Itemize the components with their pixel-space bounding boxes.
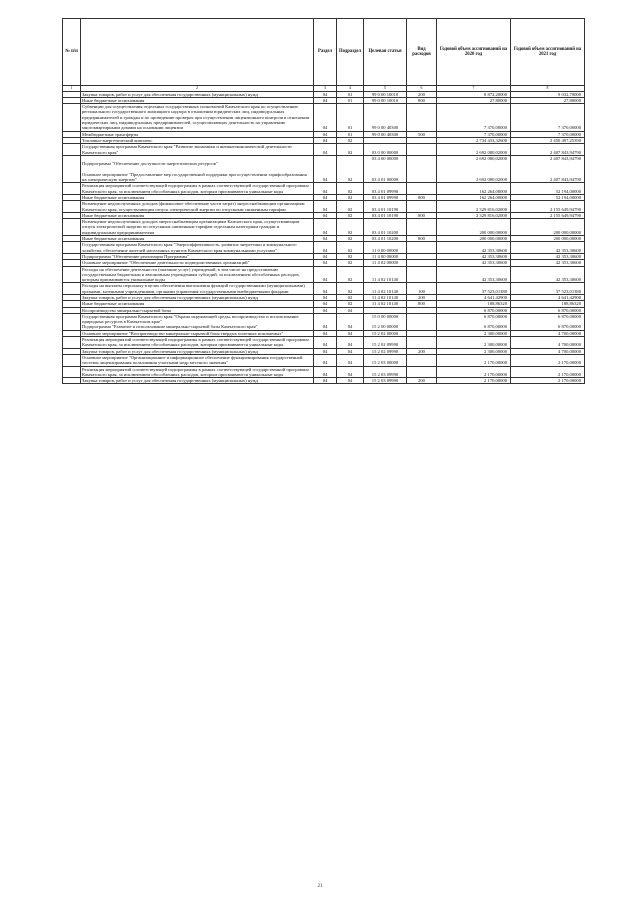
podrazdel-cell: 04 xyxy=(337,337,364,349)
expense-type-cell: 800 xyxy=(407,97,437,103)
amount-2020-cell: 2 300,00000 xyxy=(437,337,511,349)
razdel-cell: 04 xyxy=(314,301,337,307)
row-number-cell xyxy=(63,201,81,213)
razdel-cell: 04 xyxy=(314,266,337,283)
expense-name-cell: Возмещение недополученных доходов (финансовое обеспечение части затрат) энергоснабжающим организациям Камчатского края, осуществляющим отпуск электрической энергии по отпускным сниженным тарифам xyxy=(81,201,314,213)
amount-2021-cell: 2 155 649,94790 xyxy=(511,201,585,213)
razdel-cell: 04 xyxy=(314,236,337,242)
expense-name-cell: Закупка товаров, работ и услуг для обеспечения государственных (муниципальных) нужд xyxy=(81,348,314,354)
table-row xyxy=(63,354,585,366)
amount-2020-cell: 188,86320 xyxy=(437,301,511,307)
row-number-cell xyxy=(63,313,81,330)
podrazdel-cell: 01 xyxy=(337,97,364,103)
table-row xyxy=(63,283,585,295)
target-item-cell: 03 4 01 10190 xyxy=(364,201,407,213)
expense-name-cell: Реализация мероприятий соответствующей подпрограммы в рамках соответствующей государственной программы Камчатского края, за исключением обособленных расходов, которым присваиваются уникальные коды xyxy=(81,366,314,378)
expense-name-cell: Воспроизводство минерально-сырьевой базы xyxy=(81,307,314,313)
expense-type-cell: 200 xyxy=(407,91,437,97)
amount-2021-cell: 42 353,30600 xyxy=(511,260,585,266)
podrazdel-cell: 04 xyxy=(337,348,364,354)
podrazdel-cell: 02 xyxy=(337,219,364,236)
table-header-row xyxy=(63,19,585,86)
amount-2020-cell: 2 692 080,02000 2 692 080,02000 xyxy=(437,155,511,182)
target-item-cell: 11 0 00 00000 xyxy=(364,242,407,254)
column-number: 2 xyxy=(81,86,314,92)
expense-name-cell: Основное мероприятие "Обеспечение деятельности подведомственных организаций" xyxy=(81,260,314,266)
column-number: 6 xyxy=(407,86,437,92)
target-item-cell: 15 2 02 09990 xyxy=(364,337,407,349)
expense-name-cell: Расходы на выплаты персоналу в целях обеспечения выполнения функций государственными (муниципальными) органами, казенными учреждениями, органами управления государственными внебюджетными фондами xyxy=(81,283,314,295)
razdel-cell: 04 xyxy=(314,354,337,366)
table-row xyxy=(63,378,585,384)
amount-2020-cell: 7 370,00000 xyxy=(437,104,511,131)
amount-2020-cell: 4 641,42900 xyxy=(437,294,511,300)
amount-2021-cell: 52 194,00000 xyxy=(511,194,585,200)
amount-2020-cell: 200 000,00000 xyxy=(437,219,511,236)
target-item-cell: 11 4 02 10140 xyxy=(364,283,407,295)
table-row xyxy=(63,201,585,213)
expense-type-cell: 800 xyxy=(407,194,437,200)
podrazdel-cell: 02 xyxy=(337,301,364,307)
table-body xyxy=(63,91,585,384)
amount-2021-cell: 188,86320 xyxy=(511,301,585,307)
target-item-cell: 03 4 01 09990 xyxy=(364,194,407,200)
target-item-cell: 03 4 01 10200 xyxy=(364,236,407,242)
table-row xyxy=(63,366,585,378)
row-number-cell xyxy=(63,354,81,366)
amount-2021-cell: 4 700,00000 xyxy=(511,348,585,354)
row-number-cell xyxy=(63,337,81,349)
expense-name-cell: Реализация мероприятий соответствующей подпрограммы в рамках соответствующей государственной программы Камчатского края, за исключением обособленных расходов, которым присваиваются уникальные коды xyxy=(81,183,314,195)
table-row xyxy=(63,330,585,336)
budget-table xyxy=(62,18,585,384)
expense-type-cell xyxy=(407,242,437,254)
table-row xyxy=(63,144,585,156)
expense-name-cell: Основное мероприятие "Организационное и информационное обеспечение функционирования государственной системы лицензирования пользования участками недр местного значения" xyxy=(81,354,314,366)
podrazdel-cell: 02 xyxy=(337,260,364,266)
expense-name-cell: Государственная программа Камчатского края "Энергоэффективность, развитие энергетики и коммунального хозяйства, обеспечение жителей населенных пунктов Камчатского края коммунальными услугами" xyxy=(81,242,314,254)
amount-2021-cell: 2 407 843,94790 xyxy=(511,144,585,156)
table-row xyxy=(63,253,585,259)
expense-name-cell: Иные бюджетные ассигнования xyxy=(81,212,314,218)
amount-2020-cell: 2 300,00000 xyxy=(437,330,511,336)
amount-2021-cell: 37 523,01380 xyxy=(511,283,585,295)
expense-type-cell xyxy=(407,337,437,349)
amount-2020-cell: 162 264,00000 xyxy=(437,183,511,195)
column-number: 8 xyxy=(511,86,585,92)
amount-2021-cell: 42 353,30600 xyxy=(511,242,585,254)
razdel-cell: 04 xyxy=(314,294,337,300)
amount-2021-cell: 2 170,00000 xyxy=(511,366,585,378)
row-number-cell xyxy=(63,378,81,384)
table-row xyxy=(63,236,585,242)
expense-type-cell: 200 xyxy=(407,348,437,354)
podrazdel-cell: 02 xyxy=(337,155,364,182)
expense-name-cell: Расходы на обеспечение деятельности (оказание услуг) учреждений, в том числе на предоставление государственным бюджетным и автономным учреждениям субсидий, за исключением обособленных расходов, которым присваиваются уникальные коды xyxy=(81,266,314,283)
podrazdel-cell: 04 xyxy=(337,366,364,378)
amount-2020-cell: 2 734 433,32600 xyxy=(437,137,511,143)
row-number-cell xyxy=(63,183,81,195)
amount-2021-cell: 52 194,00000 xyxy=(511,183,585,195)
amount-2020-cell: 2 170,00000 xyxy=(437,366,511,378)
expense-name-cell: Иные бюджетные ассигнования xyxy=(81,194,314,200)
table-row xyxy=(63,212,585,218)
expense-name-cell: Закупка товаров, работ и услуг для обеспечения государственных (муниципальных) нужд xyxy=(81,378,314,384)
target-item-cell: 11 4 00 00000 xyxy=(364,253,407,259)
expense-type-cell xyxy=(407,354,437,366)
razdel-cell: 04 xyxy=(314,137,337,143)
table-row xyxy=(63,91,585,97)
table-row xyxy=(63,313,585,330)
expense-type-cell: 100 xyxy=(407,283,437,295)
amount-2021-cell: 2 170,00000 xyxy=(511,378,585,384)
podrazdel-cell: 02 xyxy=(337,212,364,218)
table-row xyxy=(63,348,585,354)
target-item-cell: 11 4 02 00000 xyxy=(364,260,407,266)
table-row xyxy=(63,219,585,236)
amount-2021-cell: 7 370,00000 xyxy=(511,104,585,131)
expense-name-cell: Иные бюджетные ассигнования xyxy=(81,97,314,103)
header-amount-2020: Годовой объем ассигнований на 2020 год xyxy=(437,19,511,86)
target-item-cell: 11 4 02 10140 xyxy=(364,294,407,300)
amount-2020-cell: 8 872,20000 xyxy=(437,91,511,97)
expense-name-cell: Государственная программа Камчатского края "Развитие экономики и внешнеэкономической деятельности Камчатского края" xyxy=(81,144,314,156)
amount-2020-cell: 2 300,00000 xyxy=(437,348,511,354)
razdel-cell: 04 xyxy=(314,97,337,103)
amount-2020-cell: 42 353,30600 xyxy=(437,266,511,283)
podrazdel-cell: 02 xyxy=(337,294,364,300)
column-number: 7 xyxy=(437,86,511,92)
expense-name-cell: Закупка товаров, работ и услуг для обеспечения государственных (муниципальных) нужд xyxy=(81,294,314,300)
podrazdel-cell: 01 xyxy=(337,91,364,97)
table-row xyxy=(63,97,585,103)
razdel-cell: 04 xyxy=(314,201,337,213)
amount-2020-cell: 2 692 080,02000 xyxy=(437,144,511,156)
razdel-cell: 04 xyxy=(314,91,337,97)
column-number: 1 xyxy=(63,86,81,92)
column-number: 5 xyxy=(364,86,407,92)
row-number-cell xyxy=(63,104,81,131)
podrazdel-cell: 02 xyxy=(337,183,364,195)
budget-table-sheet xyxy=(62,18,584,384)
expense-name-cell: Субвенции для осуществления отдельных государственных полномочий Камчатского края по осуществлению регионального государственного жилищного надзора в отношении юридических лиц, индивидуальных предпринимателей и граждан и по проведению проверок при осуществлении лицензионного контроля в отношении юридических лиц, индивидуальных предпринимателей, осуществляющих деятельность по управлению многоквартирными домами на основании лицензии xyxy=(81,104,314,131)
amount-2021-cell: 200 000,00000 xyxy=(511,236,585,242)
razdel-cell: 04 xyxy=(314,330,337,336)
expense-name-cell: Подпрограмма "Обеспечение реализации Программы" xyxy=(81,253,314,259)
expense-type-cell xyxy=(407,183,437,195)
podrazdel-cell: 02 xyxy=(337,266,364,283)
podrazdel-cell: 02 xyxy=(337,194,364,200)
target-item-cell: 15 2 03 09990 xyxy=(364,366,407,378)
amount-2020-cell: 42 353,30600 xyxy=(437,253,511,259)
header-target-item: Целевая статья xyxy=(364,19,407,86)
amount-2021-cell: 42 353,30600 xyxy=(511,253,585,259)
amount-2021-cell: 2 407 843,94790 2 407 843,94790 xyxy=(511,155,585,182)
table-row xyxy=(63,307,585,313)
podrazdel-cell: 01 xyxy=(337,104,364,131)
table-row xyxy=(63,242,585,254)
table-row xyxy=(63,260,585,266)
razdel-cell: 04 xyxy=(314,194,337,200)
expense-name-cell: Топливно-энергетический комплекс xyxy=(81,137,314,143)
table-row xyxy=(63,137,585,143)
row-number-cell xyxy=(63,366,81,378)
amount-2021-cell: 2 170,00000 xyxy=(511,354,585,366)
amount-2021-cell: 42 353,30600 xyxy=(511,266,585,283)
razdel-cell: 04 xyxy=(314,131,337,137)
expense-type-cell xyxy=(407,201,437,213)
amount-2020-cell: 2 170,00000 xyxy=(437,378,511,384)
target-item-cell: 03 4 01 10190 xyxy=(364,212,407,218)
amount-2020-cell: 2 329 816,02000 xyxy=(437,212,511,218)
podrazdel-cell: 02 xyxy=(337,253,364,259)
table-row xyxy=(63,194,585,200)
target-item-cell: 99 0 00 40300 xyxy=(364,104,407,131)
header-podrazdel: Подраздел xyxy=(337,19,364,86)
amount-2021-cell: 9 032,70000 xyxy=(511,91,585,97)
amount-2021-cell: 2 450 497,25390 xyxy=(511,137,585,143)
expense-type-cell xyxy=(407,155,437,182)
expense-type-cell: 200 xyxy=(407,294,437,300)
amount-2021-cell: 2 155 649,94790 xyxy=(511,212,585,218)
amount-2021-cell: 4 700,00000 xyxy=(511,330,585,336)
expense-name-cell: Межбюджетные трансферты xyxy=(81,131,314,137)
target-item-cell: 11 4 02 10140 xyxy=(364,301,407,307)
amount-2021-cell: 6 870,00000 6 870,00000 xyxy=(511,313,585,330)
target-item-cell: 99 0 00 10010 xyxy=(364,91,407,97)
amount-2021-cell: 200 000,00000 xyxy=(511,219,585,236)
header-name xyxy=(81,19,314,86)
expense-type-cell xyxy=(407,313,437,330)
expense-name-cell: Закупка товаров, работ и услуг для обеспечения государственных (муниципальных) нужд xyxy=(81,91,314,97)
header-amount-2021: Годовой объем ассигнований на 2021 год xyxy=(511,19,585,86)
target-item-cell: 99 0 00 10010 xyxy=(364,97,407,103)
expense-type-cell: 500 xyxy=(407,131,437,137)
table-row xyxy=(63,155,585,182)
expense-name-cell: Возмещение недополученных доходов энергоснабжающим организациям Камчатского края, осуществляющим отпуск электрической энергии по отпускным сниженным тарифам отдельным категориям граждан и индивидуальным предпринимателям xyxy=(81,219,314,236)
razdel-cell: 04 xyxy=(314,378,337,384)
podrazdel-cell: 02 xyxy=(337,236,364,242)
amount-2020-cell: 6 870,00000 6 870,00000 xyxy=(437,313,511,330)
razdel-cell: 04 xyxy=(314,144,337,156)
target-item-cell: 11 4 02 10140 xyxy=(364,266,407,283)
amount-2020-cell: 7 370,00000 xyxy=(437,131,511,137)
table-row xyxy=(63,104,585,131)
table-row xyxy=(63,337,585,349)
razdel-cell: 04 xyxy=(314,183,337,195)
podrazdel-cell: 01 xyxy=(337,131,364,137)
amount-2020-cell: 200 000,00000 xyxy=(437,236,511,242)
podrazdel-cell: 04 xyxy=(337,313,364,330)
amount-2020-cell: 6 870,00000 xyxy=(437,307,511,313)
razdel-cell: 04 xyxy=(314,313,337,330)
expense-name-cell: Иные бюджетные ассигнования xyxy=(81,236,314,242)
header-razdel: Раздел xyxy=(314,19,337,86)
razdel-cell: 04 xyxy=(314,260,337,266)
razdel-cell: 04 xyxy=(314,283,337,295)
column-number: 3 xyxy=(314,86,337,92)
amount-2021-cell: 6 870,00000 xyxy=(511,307,585,313)
table-row xyxy=(63,294,585,300)
razdel-cell: 04 xyxy=(314,366,337,378)
row-number-cell xyxy=(63,283,81,295)
expense-type-cell xyxy=(407,266,437,283)
podrazdel-cell: 04 xyxy=(337,330,364,336)
amount-2020-cell: 162 264,00000 xyxy=(437,194,511,200)
expense-name-cell: Подпрограмма "Обеспечение доступности энергетических ресурсов" Основное мероприятие "Предоставление мер государственной поддержки при осуществлении тарифообразования на электрическую энергию" xyxy=(81,155,314,182)
expense-type-cell xyxy=(407,366,437,378)
target-item-cell: 15 0 00 00000 15 2 00 00000 xyxy=(364,313,407,330)
amount-2020-cell: 2 170,00000 xyxy=(437,354,511,366)
amount-2021-cell: 27,80000 xyxy=(511,97,585,103)
amount-2021-cell: 4 700,00000 xyxy=(511,337,585,349)
expense-name-cell: Иные бюджетные ассигнования xyxy=(81,301,314,307)
expense-name-cell: Реализация мероприятий соответствующей подпрограммы в рамках соответствующей государственной программы Камчатского края, за исключением обособленных расходов, которым присваиваются уникальные коды xyxy=(81,337,314,349)
row-number-cell xyxy=(63,155,81,182)
table-row xyxy=(63,183,585,195)
header-expense-type: Вид расходов xyxy=(407,19,437,86)
podrazdel-cell: 04 xyxy=(337,354,364,366)
razdel-cell: 04 xyxy=(314,348,337,354)
razdel-cell: 04 xyxy=(314,219,337,236)
podrazdel-cell: 02 xyxy=(337,144,364,156)
podrazdel-cell: 02 xyxy=(337,283,364,295)
expense-type-cell: 800 xyxy=(407,212,437,218)
razdel-cell: 04 xyxy=(314,337,337,349)
target-item-cell: 15 2 02 09990 xyxy=(364,348,407,354)
row-number-cell xyxy=(63,219,81,236)
column-number: 4 xyxy=(337,86,364,92)
expense-type-cell: 800 xyxy=(407,236,437,242)
razdel-cell: 04 xyxy=(314,155,337,182)
table-row xyxy=(63,266,585,283)
razdel-cell: 04 xyxy=(314,104,337,131)
target-item-cell: 15 2 02 00000 xyxy=(364,330,407,336)
podrazdel-cell: 02 xyxy=(337,242,364,254)
amount-2020-cell: 37 523,01380 xyxy=(437,283,511,295)
podrazdel-cell: 02 xyxy=(337,137,364,143)
expense-type-cell xyxy=(407,144,437,156)
target-item-cell: 03 0 00 00000 xyxy=(364,144,407,156)
target-item-cell: 03 4 01 10200 xyxy=(364,219,407,236)
razdel-cell: 04 xyxy=(314,212,337,218)
table-row xyxy=(63,301,585,307)
podrazdel-cell: 02 xyxy=(337,201,364,213)
razdel-cell: 04 xyxy=(314,253,337,259)
razdel-cell: 04 xyxy=(314,242,337,254)
amount-2021-cell: 4 641,42900 xyxy=(511,294,585,300)
podrazdel-cell: 04 xyxy=(337,378,364,384)
amount-2021-cell: 7 370,00000 xyxy=(511,131,585,137)
target-item-cell: 15 2 03 00000 xyxy=(364,354,407,366)
podrazdel-cell: 04 xyxy=(337,307,364,313)
amount-2020-cell: 42 353,30600 xyxy=(437,260,511,266)
amount-2020-cell: 42 353,30600 xyxy=(437,242,511,254)
target-item-cell: 03 4 01 09990 xyxy=(364,183,407,195)
expense-type-cell xyxy=(407,219,437,236)
amount-2020-cell: 2 329 816,02000 xyxy=(437,201,511,213)
target-item-cell: 15 2 03 09990 xyxy=(364,378,407,384)
row-number-cell xyxy=(63,266,81,283)
expense-type-cell xyxy=(407,104,437,131)
expense-type-cell: 200 xyxy=(407,378,437,384)
expense-name-cell: Государственная программа Камчатского края "Охрана окружающей среды, воспроизводство и использование природных ресурсов в Камчатском крае" Подпрограмма "Развитие и использование минерально-сырьевой базы Камчатского края" xyxy=(81,313,314,330)
page-number: 21 xyxy=(317,884,323,889)
target-item-cell: 03 4 00 00000 03 4 01 00000 xyxy=(364,155,407,182)
row-number-cell xyxy=(63,242,81,254)
expense-type-cell: 800 xyxy=(407,301,437,307)
amount-2020-cell: 27,80000 xyxy=(437,97,511,103)
header-number: № п/п xyxy=(63,19,81,86)
row-number-cell xyxy=(63,144,81,156)
expense-name-cell: Основное мероприятие "Воспроизводство минерально-сырьевой базы твердых полезных ископаемых" xyxy=(81,330,314,336)
target-item-cell: 99 0 00 40300 xyxy=(364,131,407,137)
razdel-cell: 04 xyxy=(314,307,337,313)
